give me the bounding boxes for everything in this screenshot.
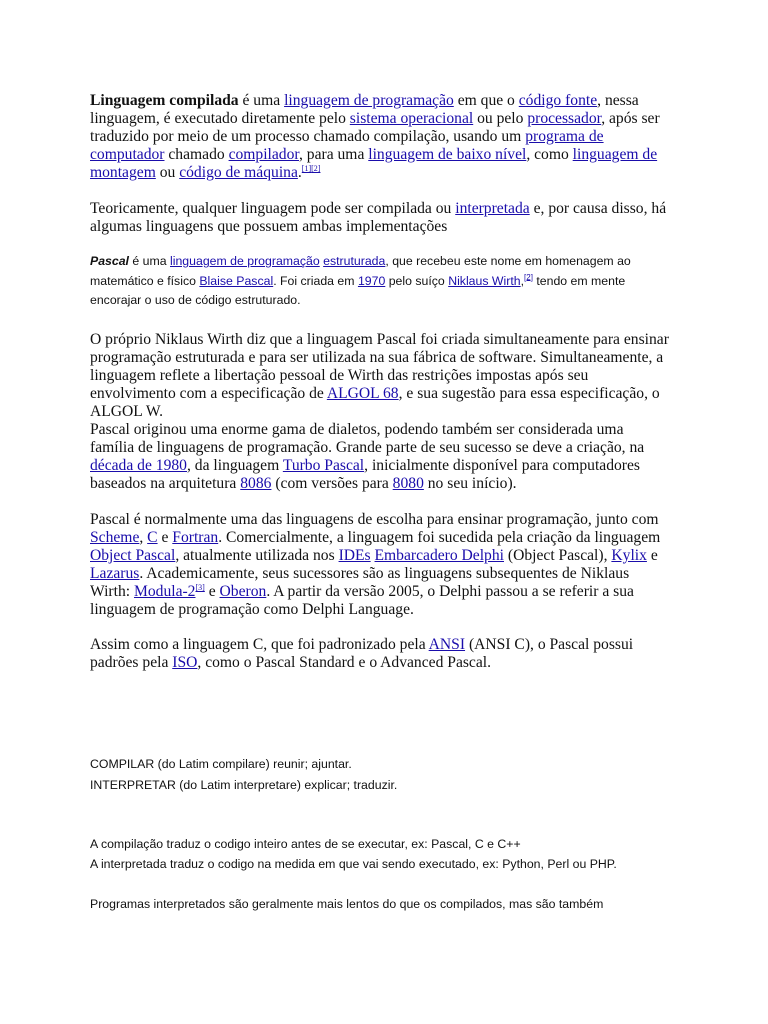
link-modula-2[interactable]: Modula-2 xyxy=(133,583,196,600)
link-decada-de-1980[interactable]: década de 1980 xyxy=(90,457,187,474)
text-span: , xyxy=(520,273,525,288)
text-span: . xyxy=(297,164,302,181)
link-blaise-pascal[interactable]: Blaise Pascal xyxy=(199,273,274,288)
link-c[interactable]: C xyxy=(147,529,158,546)
text-span: O próprio Niklaus Wirth diz que a linguagem Pascal foi criada simultaneamente para ensinar programação estruturada e para ser utilizada na sua fábrica de software. Simultaneamente, a linguagem reflete a libertação pessoal de Wirth das restrições impostas após seu envolvimento com a especificação de xyxy=(90,331,669,402)
link-codigo-de-maquina[interactable]: código de máquina xyxy=(179,164,298,181)
link-niklaus-wirth[interactable]: Niklaus Wirth xyxy=(448,273,521,288)
link-ides[interactable]: IDEs xyxy=(338,547,371,564)
link-fortran[interactable]: Fortran xyxy=(172,529,219,546)
text-span: e xyxy=(646,547,658,564)
reference-superscript xyxy=(195,583,204,592)
text-span: , e sua sugestão para essa especificação, o ALGOL W. xyxy=(90,385,660,420)
link-iso[interactable]: ISO xyxy=(172,654,198,671)
text-span: tendo em mente encorajar o uso de código estruturado. xyxy=(90,273,626,307)
text-span: é uma xyxy=(238,92,285,109)
link-linguagem-de-programacao-2[interactable]: linguagem de programação xyxy=(170,254,320,268)
reference-link-1[interactable]: [1] xyxy=(301,163,312,173)
link-ansi[interactable]: ANSI xyxy=(428,636,466,653)
definition-interpretar: INTERPRETAR (do Latim interpretare) explicar; traduzir. xyxy=(90,778,398,792)
text-span: pelo suíço xyxy=(385,273,449,288)
text-span: , xyxy=(139,529,148,546)
link-processador[interactable]: processador xyxy=(527,110,602,127)
text-span: . Foi criada em xyxy=(273,273,358,288)
text-span: ou xyxy=(155,164,180,181)
text-span: , como xyxy=(526,146,573,163)
link-programa-de-computador[interactable]: programa de computador xyxy=(90,128,604,163)
link-linguagem-de-programacao[interactable]: linguagem de programação xyxy=(284,92,454,109)
paragraph-theoretically xyxy=(90,200,670,236)
reference-link-2[interactable]: [2] xyxy=(311,163,321,173)
text-span: é uma xyxy=(128,254,170,268)
link-oberon[interactable]: Oberon xyxy=(219,583,267,600)
text-span: e xyxy=(204,583,220,600)
reference-superscript xyxy=(302,164,321,173)
text-span: (Object Pascal), xyxy=(504,547,612,564)
text-span: Teoricamente, qualquer linguagem pode ser compilada ou xyxy=(90,200,456,217)
text-span: , após ser traduzido por meio de um processo chamado compilação, usando um xyxy=(90,110,660,145)
text-span: em que o xyxy=(453,92,519,109)
link-scheme[interactable]: Scheme xyxy=(90,529,140,546)
link-estruturada[interactable]: estruturada xyxy=(323,254,386,268)
link-compilador[interactable]: compilador xyxy=(228,146,299,163)
link-object-pascal[interactable]: Object Pascal xyxy=(90,547,176,564)
text-span: . A partir da versão 2005, o Delphi passou a se referir a sua linguagem de programação como Delphi Language. xyxy=(90,583,634,618)
paragraph-wirth xyxy=(90,331,670,421)
link-embarcadero-delphi[interactable]: Embarcadero Delphi xyxy=(374,547,504,564)
text-span: Pascal é normalmente uma das linguagens de escolha para ensinar programação, junto com xyxy=(90,511,659,528)
text-span: , nessa linguagem, é executado diretamente pelo xyxy=(90,92,639,127)
text-span: e xyxy=(157,529,173,546)
text-span: , da linguagem xyxy=(186,457,283,474)
paragraph-standards xyxy=(90,636,670,672)
comparison-compiled: A compilação traduz o codigo inteiro antes de se executar, ex: Pascal, C e C++ xyxy=(90,837,521,851)
link-kylix[interactable]: Kylix xyxy=(611,547,647,564)
term-pascal: Pascal xyxy=(90,254,129,268)
paragraph-pascal-intro xyxy=(90,252,670,311)
text-span: . Comercialmente, a linguagem foi sucedida pela criação da linguagem xyxy=(218,529,661,546)
text-span: . Academicamente, seus sucessores são as linguagens subsequentes de Niklaus Wirth: xyxy=(90,565,630,600)
text-span: (com versões para xyxy=(271,475,393,492)
reference-link-3[interactable]: [3] xyxy=(195,582,205,592)
text-span: , atualmente utilizada nos xyxy=(175,547,339,564)
text-span: , inicialmente disponível para computadores baseados na arquitetura xyxy=(90,457,640,492)
text-span: , como o Pascal Standard e o Advanced Pascal. xyxy=(197,654,492,671)
text-span: (ANSI C), o Pascal possui padrões pela xyxy=(90,636,634,671)
text-span: , para uma xyxy=(298,146,369,163)
paragraph-dialects xyxy=(90,421,670,493)
text-span: no seu início). xyxy=(423,475,517,492)
comparison-interpreted: A interpretada traduz o codigo na medida em que vai sendo executado, ex: Python, Perl ou PHP. xyxy=(90,857,617,871)
link-linguagem-de-baixo-nivel[interactable]: linguagem de baixo nível xyxy=(368,146,527,163)
link-sistema-operacional[interactable]: sistema operacional xyxy=(349,110,474,127)
link-1970[interactable]: 1970 xyxy=(357,273,386,288)
text-span: ou pelo xyxy=(473,110,528,127)
link-interpretada[interactable]: interpretada xyxy=(455,200,530,217)
link-linguagem-de-montagem[interactable]: linguagem de montagem xyxy=(90,146,658,181)
reference-link-2b[interactable]: [2] xyxy=(524,272,533,282)
text-span: Assim como a linguagem C, que foi padronizado pela xyxy=(90,636,429,653)
text-span: Pascal originou uma enorme gama de dialetos, podendo também ser considerada uma família de linguagens de programação. Grande parte de seu sucesso se deve a criação, na xyxy=(90,421,645,456)
text-span: chamado xyxy=(164,146,229,163)
link-8080[interactable]: 8080 xyxy=(392,475,424,492)
definition-compilar: COMPILAR (do Latim compilare) reunir; ajuntar. xyxy=(90,757,352,771)
paragraph-teaching xyxy=(90,511,670,619)
paragraph-compiled-language xyxy=(90,92,670,182)
term-compiled-language: Linguagem compilada xyxy=(90,92,239,109)
link-8086[interactable]: 8086 xyxy=(240,475,272,492)
link-turbo-pascal[interactable]: Turbo Pascal xyxy=(282,457,365,474)
link-lazarus[interactable]: Lazarus xyxy=(90,565,140,582)
text-span: , que recebeu este nome em homenagem ao matemático e físico xyxy=(90,254,631,288)
closing-paragraph: Programas interpretados são geralmente mais lentos do que os compilados, mas são também xyxy=(90,897,604,911)
text-span: e, por causa disso, há algumas linguagens que possuem ambas implementações xyxy=(90,200,667,235)
reference-superscript xyxy=(524,272,533,281)
link-algol-68[interactable]: ALGOL 68 xyxy=(326,385,399,402)
link-codigo-fonte[interactable]: código fonte xyxy=(518,92,598,109)
